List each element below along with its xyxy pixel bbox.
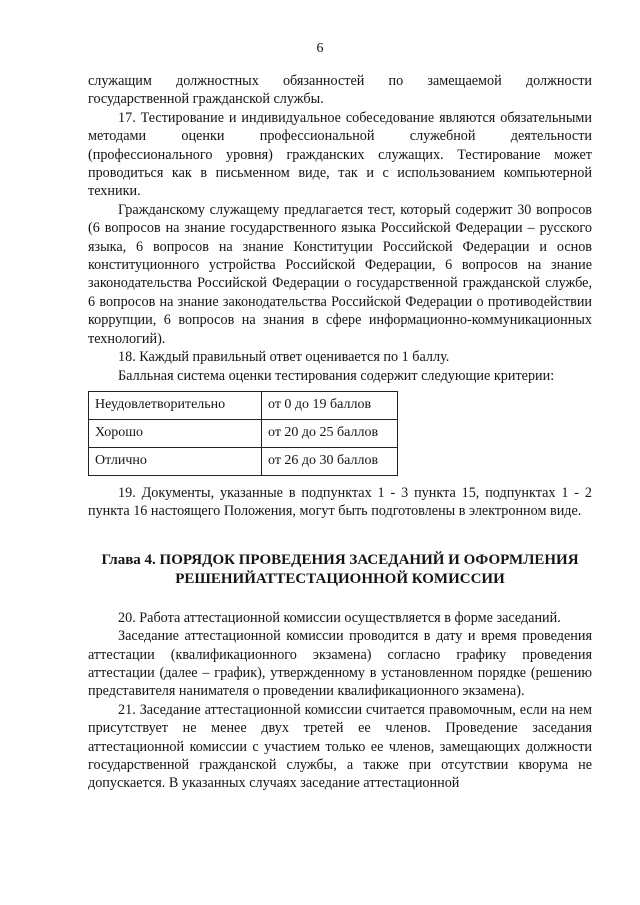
chapter-heading xyxy=(88,551,592,589)
paragraph-21: 21. Заседание аттестационной комиссии считается правомочным, если на нем присутствует не менее двух третей ее членов. Проведение заседания аттестационной комиссии с участием только ее членов, замещающих должности государственной гражданской службы, а также при отсутствии кворума не допускается. В указанных случаях заседание аттестационной xyxy=(88,701,592,792)
table-row xyxy=(89,419,398,447)
grade-cell: Отлично xyxy=(89,447,262,475)
table-row xyxy=(89,391,398,419)
grade-cell: Неудовлетворительно xyxy=(89,391,262,419)
criteria-table xyxy=(88,391,398,476)
table-row xyxy=(89,447,398,475)
range-cell: от 26 до 30 баллов xyxy=(262,447,398,475)
range-cell: от 0 до 19 баллов xyxy=(262,391,398,419)
range-cell: от 20 до 25 баллов xyxy=(262,419,398,447)
chapter-heading-line1: Глава 4. ПОРЯДОК ПРОВЕДЕНИЯ ЗАСЕДАНИЙ И ОФОРМЛЕНИЯ xyxy=(101,551,579,568)
paragraph-criteria-intro: Балльная система оценки тестирования содержит следующие критерии: xyxy=(118,367,555,384)
paragraph-18: 18. Каждый правильный ответ оценивается по 1 баллу. xyxy=(118,349,450,366)
grade-cell: Хорошо xyxy=(89,419,262,447)
page-number: 6 xyxy=(316,41,324,56)
paragraph-continuation: служащим должностных обязанностей по замещаемой должности государственной гражданской службы. xyxy=(88,73,592,108)
chapter-heading-line2: РЕШЕНИЙАТТЕСТАЦИОННОЙ КОМИССИИ xyxy=(175,570,505,587)
paragraph-19: 19. Документы, указанные в подпунктах 1 - 3 пункта 15, подпунктах 1 - 2 пункта 16 настоящего Положения, могут быть подготовлены в электронном виде. xyxy=(88,484,592,520)
paragraph-test-description: Гражданскому служащему предлагается тест, который содержит 30 вопросов (6 вопросов на знание государственного языка Российской Федерации – русского языка, 6 вопросов на знание Конституции Российской Федерации и основ конституционного устройства Российской Федерации, 6 вопросов на знание законодательства Российской Федерации о государственной гражданской службе, 6 вопросов на знание законодательства Российской Федерации о противодействии коррупции, 6 вопросов на знания в сфере информационно-коммуникационных технологий). xyxy=(88,201,592,347)
paragraph-meeting-schedule: Заседание аттестационной комиссии проводится в дату и время проведения аттестации (квалификационного экзамена) согласно графику проведения аттестации (далее – график), утвержденному в установленном порядке (решению представителя нанимателя о проведении квалификационного экзамена). xyxy=(88,628,592,700)
document-body xyxy=(88,72,592,793)
paragraph-20: 20. Работа аттестационной комиссии осуществляется в форме заседаний. xyxy=(118,609,561,626)
paragraph-17: 17. Тестирование и индивидуальное собеседование являются обязательными методами оценки профессиональной служебной деятельности (профессионального уровня) гражданских служащих. Тестирование может проводиться как в письменном виде, так и с использованием компьютерной техники. xyxy=(88,109,592,200)
